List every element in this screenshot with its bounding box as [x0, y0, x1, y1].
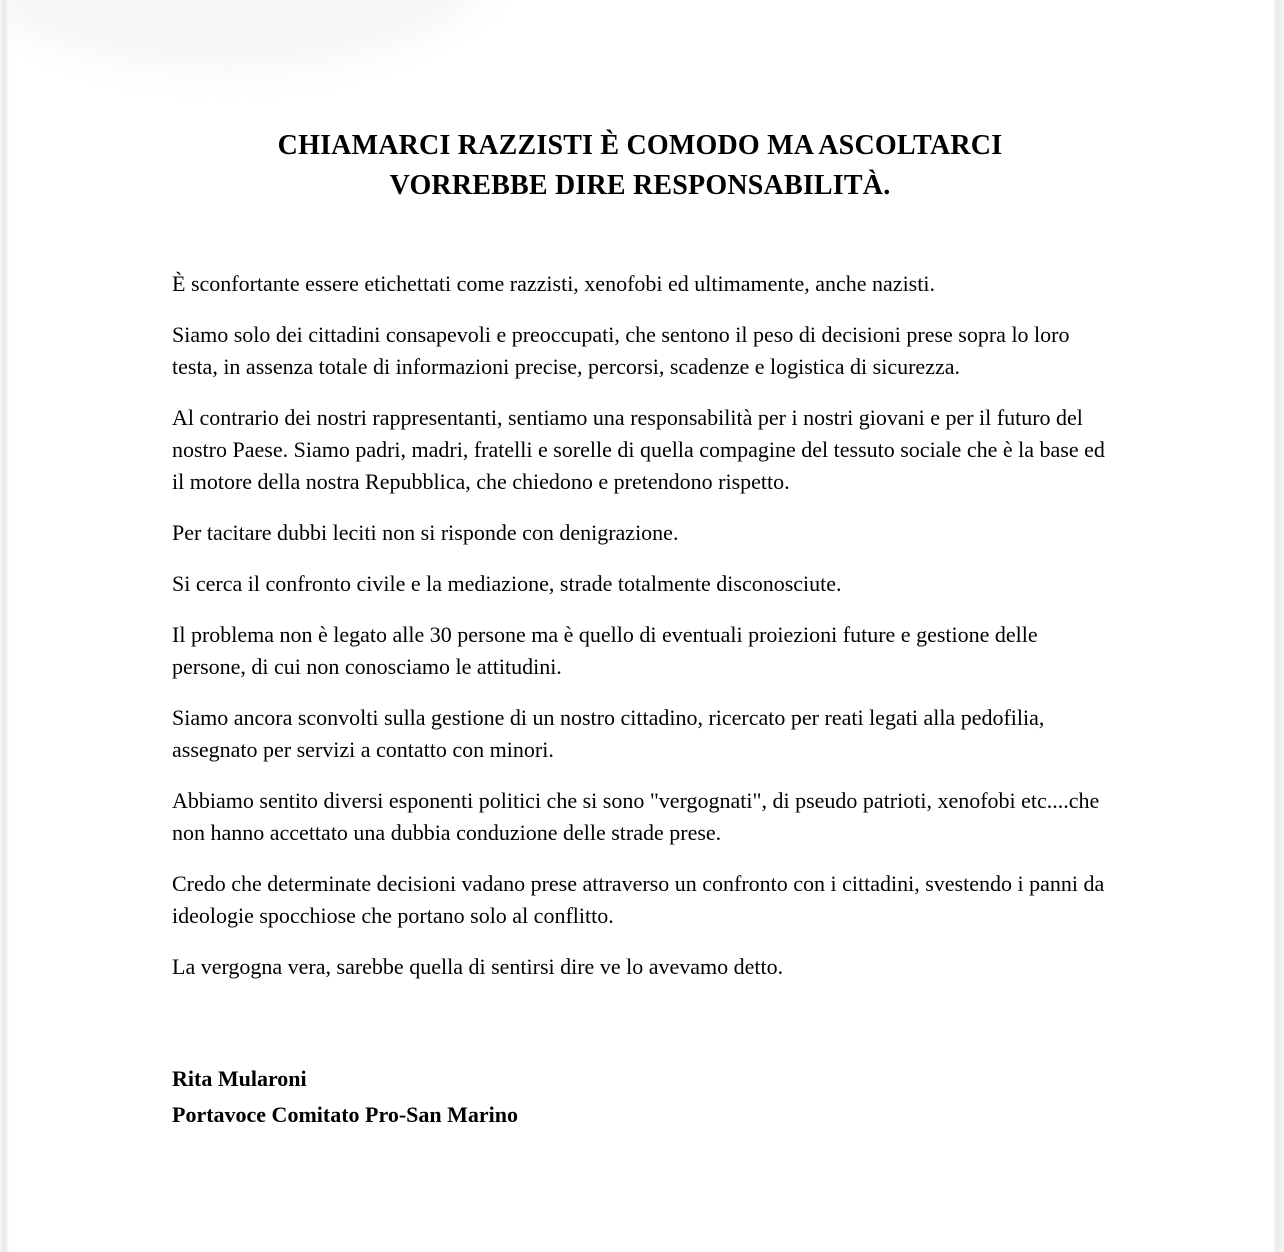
title-line-2: VORREBBE DIRE RESPONSABILITÀ. [389, 170, 891, 201]
paragraph-7: Siamo ancora sconvolti sulla gestione di un nostro cittadino, ricercato per reati legati alla pedofilia, assegnato per servizi a contatto con minori. [172, 705, 1045, 762]
paragraph-5: Si cerca il confronto civile e la mediazione, strade totalmente disconosciute. [172, 571, 842, 596]
paragraph-2: Siamo solo dei cittadini consapevoli e preoccupati, che sentono il peso di decisioni prese sopra lo loro testa, in assenza totale di informazioni precise, percorsi, scadenze e logistica di sicurezza. [172, 322, 1070, 379]
signature-block [172, 1061, 1108, 1133]
signature-name: Rita Mularoni [172, 1066, 307, 1091]
paragraph-10: La vergogna vera, sarebbe quella di sentirsi dire ve lo avevamo detto. [172, 954, 784, 979]
paragraph-9: Credo che determinate decisioni vadano prese attraverso un confronto con i cittadini, svestendo i panni da ideologie spocchiose che portano solo al conflitto. [172, 871, 1105, 928]
paragraph-3: Al contrario dei nostri rappresentanti, sentiamo una responsabilità per i nostri giovani e per il futuro del nostro Paese. Siamo padri, madri, fratelli e sorelle di quella compagine del tessuto sociale che è la base ed il motore della nostra Repubblica, che chiedono e pretendono rispetto. [172, 405, 1105, 494]
paragraph-6: Il problema non è legato alle 30 persone ma è quello di eventuali proiezioni future e gestione delle persone, di cui non conosciamo le attitudini. [172, 622, 1038, 679]
title-line-1: CHIAMARCI RAZZISTI È COMODO MA ASCOLTARCI [277, 130, 1003, 161]
signature-role: Portavoce Comitato Pro-San Marino [172, 1102, 519, 1127]
paragraph-8: Abbiamo sentito diversi esponenti politici che si sono "vergognati", di pseudo patrioti, xenofobi etc....che non hanno accettato una dubbia conduzione delle strade prese. [172, 788, 1100, 845]
page-left-edge [0, 0, 9, 1252]
paragraph-4: Per tacitare dubbi leciti non si risponde con denigrazione. [172, 520, 679, 545]
paragraph-1: È sconfortante essere etichettati come razzisti, xenofobi ed ultimamente, anche nazisti. [172, 271, 935, 296]
document-title [172, 0, 1108, 206]
page-right-edge [1273, 0, 1284, 1252]
document-content [172, 0, 1108, 1133]
